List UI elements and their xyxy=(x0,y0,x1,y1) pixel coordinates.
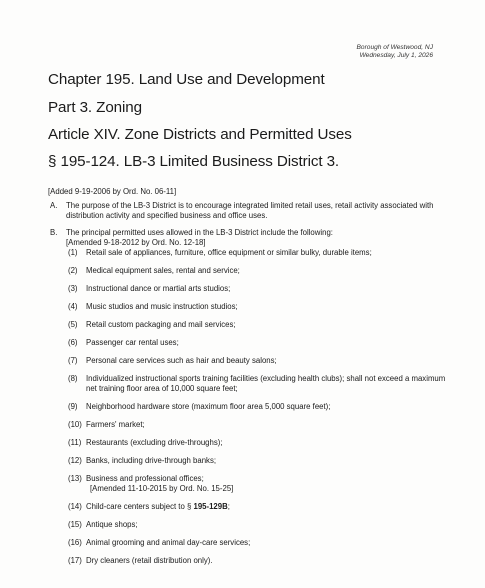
item-text-main: Child-care centers subject to § xyxy=(86,502,194,511)
item-number: (1) xyxy=(68,248,78,257)
list-item xyxy=(68,266,448,276)
list-item xyxy=(68,438,448,448)
item-text: Retail sale of appliances, furniture, office equipment or similar bulky, durable items; xyxy=(86,248,372,257)
print-date: Wednesday, July 1, 2026 xyxy=(359,52,433,59)
item-number: (14) xyxy=(68,502,82,511)
list-item xyxy=(68,302,448,312)
section-reference-link[interactable]: 195-129B xyxy=(193,502,228,511)
list-item xyxy=(68,402,448,412)
item-text: Farmers' market; xyxy=(86,420,145,429)
list-item xyxy=(68,320,448,330)
item-text: Instructional dance or martial arts studios; xyxy=(86,284,231,293)
item-number: (16) xyxy=(68,538,82,547)
item-number: (15) xyxy=(68,520,82,529)
item-number: (3) xyxy=(68,284,78,293)
paragraph-text: The purpose of the LB-3 District is to encourage integrated limited retail uses, retail activity associated with distribution activity and specified business and office uses. xyxy=(66,201,434,220)
enactment-note: [Added 9-19-2006 by Ord. No. 06-11] xyxy=(48,187,177,196)
list-item xyxy=(68,284,448,294)
item-number: (4) xyxy=(68,302,78,311)
item-text: Neighborhood hardware store (maximum floor area 5,000 square feet); xyxy=(86,402,331,411)
item-number: (7) xyxy=(68,356,78,365)
list-item xyxy=(68,356,448,366)
part-title: Part 3. Zoning xyxy=(48,99,142,116)
item-text: Antique shops; xyxy=(86,520,138,529)
item-number: (9) xyxy=(68,402,78,411)
list-item xyxy=(68,374,448,394)
section-title: § 195-124. LB-3 Limited Business District 3. xyxy=(48,153,340,170)
list-item xyxy=(68,556,448,566)
item-text: Passenger car rental uses; xyxy=(86,338,179,347)
paragraph-text: The principal permitted uses allowed in the LB-3 District include the following: xyxy=(66,228,333,237)
item-text: Personal care services such as hair and beauty salons; xyxy=(86,356,277,365)
list-item xyxy=(68,502,448,512)
item-text-suffix: ; xyxy=(227,502,230,511)
paragraph-letter: A. xyxy=(50,201,58,210)
list-item xyxy=(68,338,448,348)
item-number: (6) xyxy=(68,338,78,347)
item-number: (2) xyxy=(68,266,78,275)
item-text: Banks, including drive-through banks; xyxy=(86,456,217,465)
page-header xyxy=(357,44,433,60)
item-text: Dry cleaners (retail distribution only). xyxy=(86,556,213,565)
item-number: (10) xyxy=(68,420,82,429)
list-item xyxy=(68,456,448,466)
paragraph-b xyxy=(50,228,442,248)
list-item xyxy=(68,420,448,430)
item-number: (5) xyxy=(68,320,78,329)
chapter-title: Chapter 195. Land Use and Development xyxy=(48,71,325,88)
item-text: Music studios and music instruction studios; xyxy=(86,302,238,311)
list-item xyxy=(68,520,448,530)
paragraph-letter: B. xyxy=(50,228,58,237)
item-number: (11) xyxy=(68,438,82,447)
item-text: Restaurants (excluding drive-throughs); xyxy=(86,438,223,447)
amendment-note: [Amended 11-10-2015 by Ord. No. 15-25] xyxy=(90,484,234,493)
list-item xyxy=(68,474,448,494)
municipality-name: Borough of Westwood, NJ xyxy=(356,44,433,51)
item-text xyxy=(86,502,448,512)
amendment-note: [Amended 9-18-2012 by Ord. No. 12-18] xyxy=(66,238,206,247)
item-text: Medical equipment sales, rental and service; xyxy=(86,266,240,275)
item-text: Business and professional offices; xyxy=(86,474,204,483)
item-text: Retail custom packaging and mail services; xyxy=(86,320,236,329)
item-number: (13) xyxy=(68,474,82,483)
item-text: Animal grooming and animal day-care services; xyxy=(86,538,251,547)
list-item xyxy=(68,538,448,548)
item-number: (12) xyxy=(68,456,82,465)
item-number: (17) xyxy=(68,556,82,565)
article-title: Article XIV. Zone Districts and Permitted Uses xyxy=(48,126,352,143)
paragraph-a xyxy=(50,201,442,221)
item-text: Individualized instructional sports training facilities (excluding health clubs); shall not exceed a maximum net training floor area of 10,000 square feet; xyxy=(86,374,446,393)
list-item xyxy=(68,248,448,258)
item-number: (8) xyxy=(68,374,78,383)
